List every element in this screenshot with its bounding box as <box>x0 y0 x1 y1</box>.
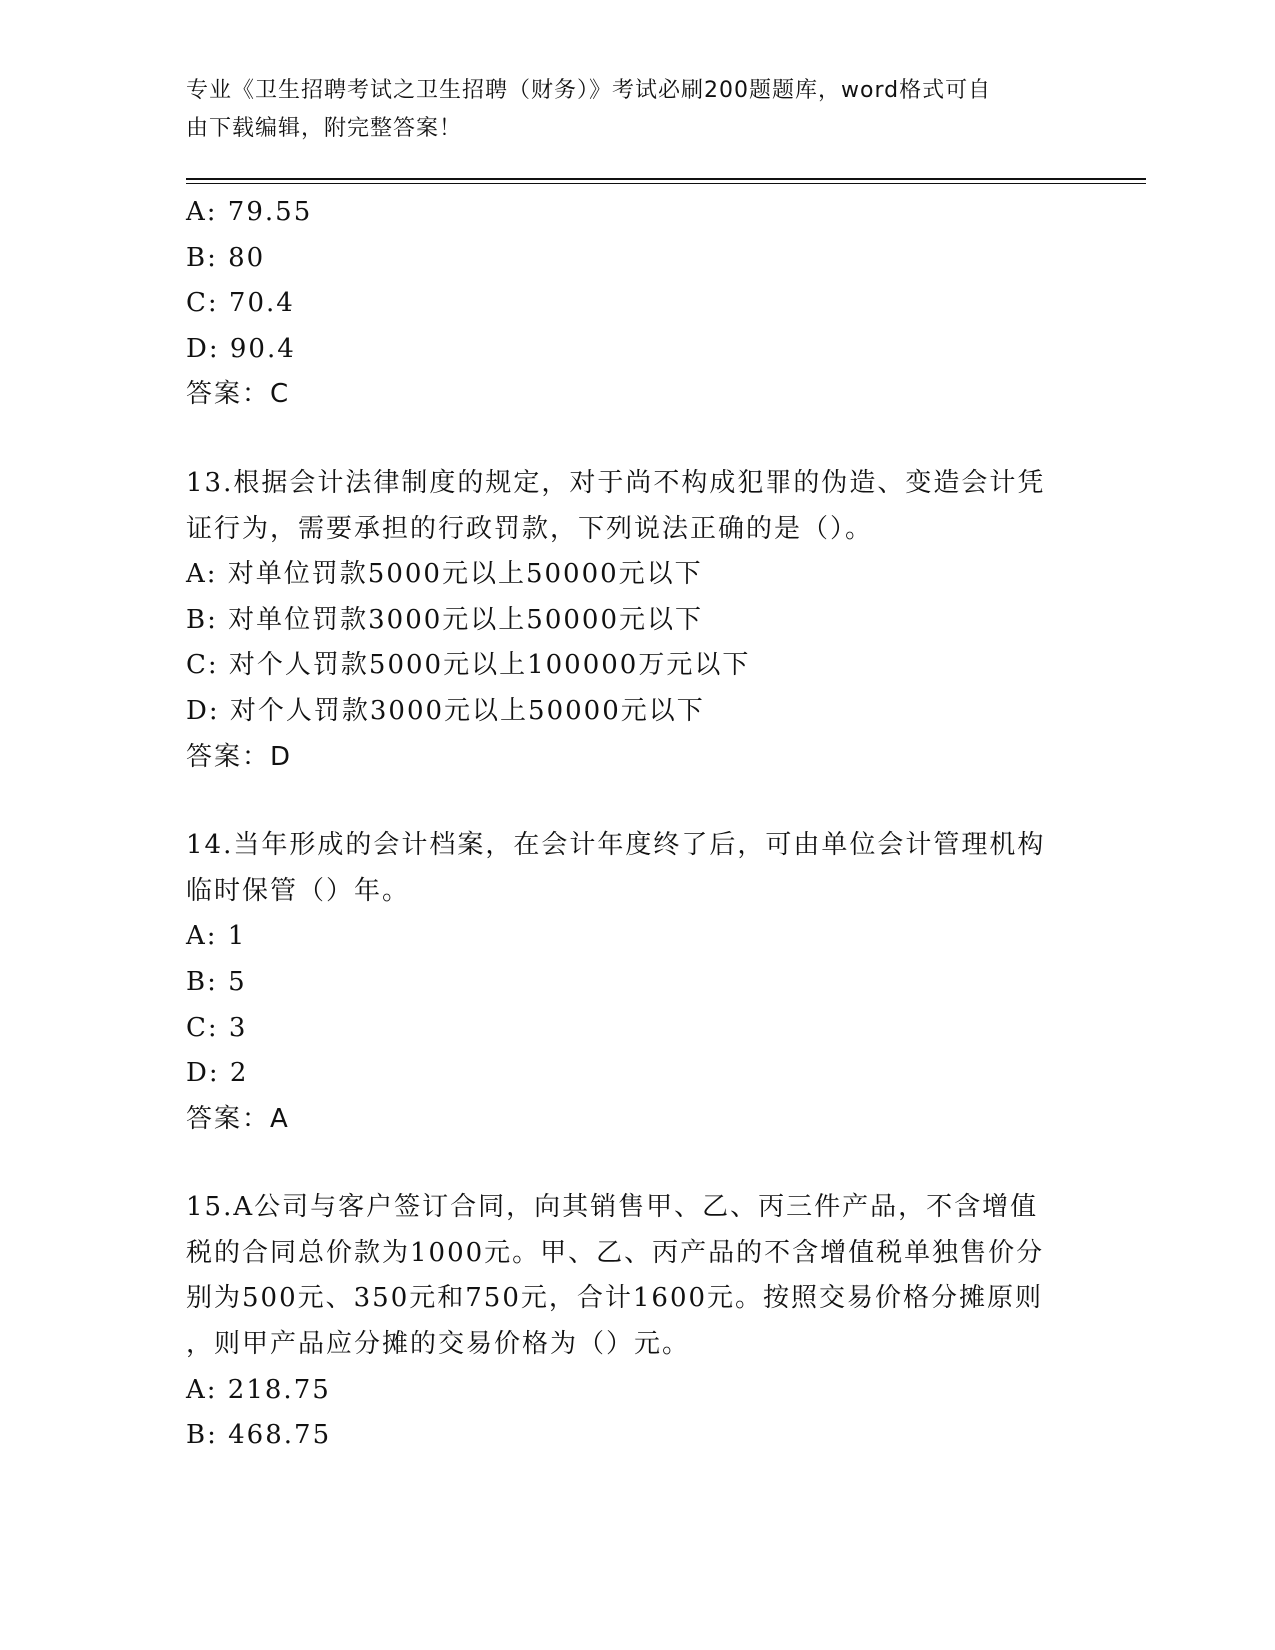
question-text-line: 15.A公司与客户签订合同，向其销售甲、乙、丙三件产品，不含增值 <box>186 1192 1039 1223</box>
option-b: B: 80 <box>186 242 266 273</box>
question-14 <box>186 823 1086 1142</box>
option-b: B: 5 <box>186 966 247 997</box>
option-a: A: 对单位罚款5000元以上50000元以下 <box>186 559 703 590</box>
header-divider-thin <box>186 183 1146 184</box>
document-header <box>186 72 1066 148</box>
question-13 <box>186 461 1086 780</box>
document-body <box>186 190 1086 1459</box>
option-a: A: 79.55 <box>186 197 313 227</box>
question-text-line: 证行为，需要承担的行政罚款，下列说法正确的是（）。 <box>186 513 874 544</box>
option-a: A: 1 <box>186 921 247 952</box>
option-a: A: 218.75 <box>186 1374 331 1405</box>
option-d: D: 对个人罚款3000元以上50000元以下 <box>186 695 705 726</box>
option-b: B: 对单位罚款3000元以上50000元以下 <box>186 604 704 635</box>
answer: 答案：A <box>186 1103 290 1134</box>
question-text-line: 13.根据会计法律制度的规定，对于尚不构成犯罪的伪造、变造会计凭 <box>186 467 1046 498</box>
option-c: C: 对个人罚款5000元以上100000万元以下 <box>186 650 751 681</box>
header-line-1: 专业《卫生招聘考试之卫生招聘（财务）》考试必刷200题题库，word格式可自 <box>186 78 992 103</box>
option-b: B: 468.75 <box>186 1420 332 1451</box>
answer: 答案：D <box>186 741 293 772</box>
option-d: D: 2 <box>186 1058 249 1089</box>
answer: 答案：C <box>186 379 291 410</box>
option-c: C: 3 <box>186 1012 248 1043</box>
question-text-line: 14.当年形成的会计档案，在会计年度终了后，可由单位会计管理机构 <box>186 830 1046 861</box>
option-d: D: 90.4 <box>186 333 296 364</box>
option-c: C: 70.4 <box>186 288 295 319</box>
question-15 <box>186 1185 1086 1459</box>
header-divider-thick <box>186 178 1146 180</box>
question-text-line: 别为500元、350元和750元，合计1600元。按照交易价格分摊原则 <box>186 1283 1044 1314</box>
header-line-2: 由下载编辑，附完整答案！ <box>186 116 463 141</box>
question-text-line: ，则甲产品应分摊的交易价格为（）元。 <box>186 1329 691 1360</box>
question-text-line: 税的合同总价款为1000元。甲、乙、丙产品的不含增值税单独售价分 <box>186 1237 1045 1268</box>
question-12 <box>186 190 1086 418</box>
question-text-line: 临时保管（）年。 <box>186 875 411 906</box>
